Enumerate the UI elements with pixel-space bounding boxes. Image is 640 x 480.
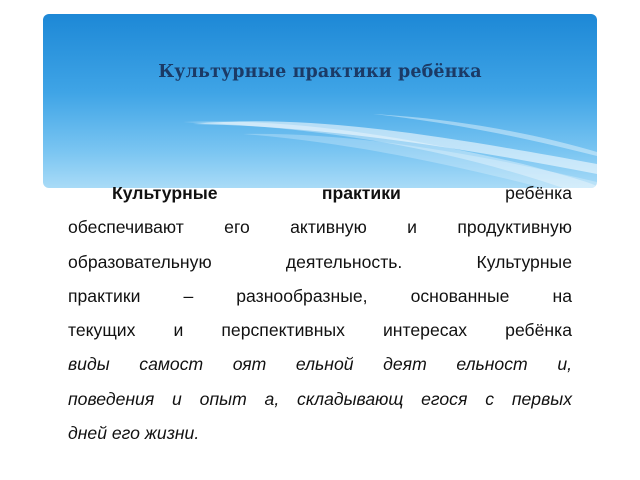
wave-decoration xyxy=(43,14,597,188)
bold-term: Культурные практики xyxy=(112,183,401,203)
text-line-3: образовательную деятельность. Культурные xyxy=(68,251,572,272)
slide-title: Культурные практики ребёнка xyxy=(158,62,482,82)
text-segment: ребёнка xyxy=(505,183,572,203)
title-banner xyxy=(43,14,597,188)
text-line-1 xyxy=(68,176,572,210)
text-line-6: виды самост оят ельной деят ельност и, xyxy=(68,354,572,375)
text-line-7: поведения и опыт а, складывающ егося с первых xyxy=(68,388,572,409)
body-paragraph xyxy=(68,176,572,450)
text-line-4: практики – разнообразные, основанные на xyxy=(68,285,572,306)
text-line-8: дней его жизни. xyxy=(68,423,200,444)
text-line-2: обеспечивают его активную и продуктивную xyxy=(68,217,572,238)
text-line-5: текущих и перспективных интересах ребёнка xyxy=(68,320,572,341)
